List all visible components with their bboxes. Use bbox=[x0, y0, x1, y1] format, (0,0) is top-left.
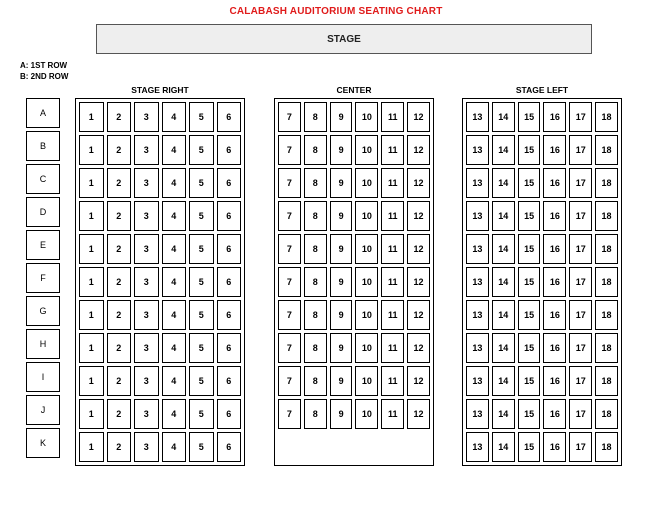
seat[interactable]: 5 bbox=[189, 234, 214, 264]
seat[interactable]: 16 bbox=[543, 135, 566, 165]
seat-row bbox=[278, 168, 430, 198]
seat[interactable]: 4 bbox=[162, 399, 187, 429]
seat[interactable]: 16 bbox=[543, 234, 566, 264]
seat-row bbox=[278, 201, 430, 231]
seat[interactable]: 15 bbox=[518, 399, 541, 429]
seat-row bbox=[466, 399, 618, 429]
seat-row bbox=[278, 135, 430, 165]
seat-empty bbox=[355, 432, 378, 462]
seat[interactable]: 18 bbox=[595, 102, 618, 132]
seat[interactable]: 16 bbox=[543, 267, 566, 297]
seat[interactable]: 14 bbox=[492, 201, 515, 231]
seat-row bbox=[278, 102, 430, 132]
seat[interactable]: 7 bbox=[278, 102, 301, 132]
seat[interactable]: 17 bbox=[569, 300, 592, 330]
seat[interactable]: 14 bbox=[492, 366, 515, 396]
seat[interactable]: 5 bbox=[189, 333, 214, 363]
seat[interactable]: 12 bbox=[407, 234, 430, 264]
seat[interactable]: 4 bbox=[162, 300, 187, 330]
seat[interactable]: 15 bbox=[518, 333, 541, 363]
seat[interactable]: 3 bbox=[134, 135, 159, 165]
seat-block-stage-right bbox=[75, 98, 245, 466]
seat[interactable]: 3 bbox=[134, 267, 159, 297]
seat-row bbox=[278, 300, 430, 330]
seat[interactable]: 9 bbox=[330, 102, 353, 132]
seat[interactable]: 13 bbox=[466, 333, 489, 363]
row-letter-cell: B bbox=[26, 131, 60, 161]
seat[interactable]: 7 bbox=[278, 366, 301, 396]
seat[interactable]: 18 bbox=[595, 333, 618, 363]
stage-banner bbox=[96, 24, 592, 54]
seat[interactable]: 16 bbox=[543, 366, 566, 396]
seat[interactable]: 4 bbox=[162, 267, 187, 297]
seat-row bbox=[466, 300, 618, 330]
seat[interactable]: 8 bbox=[304, 333, 327, 363]
seat[interactable]: 1 bbox=[79, 267, 104, 297]
seat[interactable]: 14 bbox=[492, 168, 515, 198]
seat-row bbox=[466, 135, 618, 165]
seat-empty bbox=[381, 432, 404, 462]
seat[interactable]: 5 bbox=[189, 432, 214, 462]
seat[interactable]: 18 bbox=[595, 267, 618, 297]
seat-empty bbox=[330, 432, 353, 462]
seat[interactable]: 12 bbox=[407, 135, 430, 165]
seat[interactable]: 12 bbox=[407, 366, 430, 396]
seat[interactable]: 3 bbox=[134, 366, 159, 396]
seat-row bbox=[79, 366, 241, 396]
seat[interactable]: 10 bbox=[355, 168, 378, 198]
seat[interactable]: 1 bbox=[79, 432, 104, 462]
seat[interactable]: 17 bbox=[569, 333, 592, 363]
seat-row bbox=[79, 102, 241, 132]
seat[interactable]: 13 bbox=[466, 432, 489, 462]
seat[interactable]: 17 bbox=[569, 135, 592, 165]
seat[interactable]: 9 bbox=[330, 399, 353, 429]
seat[interactable]: 12 bbox=[407, 267, 430, 297]
seat[interactable]: 7 bbox=[278, 168, 301, 198]
seat[interactable]: 2 bbox=[107, 234, 132, 264]
row-letter-cell: D bbox=[26, 197, 60, 227]
seat-row bbox=[278, 267, 430, 297]
section-label-center: CENTER bbox=[336, 85, 372, 95]
seat[interactable]: 9 bbox=[330, 267, 353, 297]
seat[interactable]: 12 bbox=[407, 399, 430, 429]
seat[interactable]: 11 bbox=[381, 399, 404, 429]
seat[interactable]: 13 bbox=[466, 366, 489, 396]
seat[interactable]: 14 bbox=[492, 300, 515, 330]
row-letter-column bbox=[26, 98, 60, 461]
seat[interactable]: 10 bbox=[355, 366, 378, 396]
seat-row bbox=[79, 201, 241, 231]
seat[interactable]: 6 bbox=[217, 102, 242, 132]
seat[interactable]: 10 bbox=[355, 201, 378, 231]
seat[interactable]: 1 bbox=[79, 102, 104, 132]
seat[interactable]: 15 bbox=[518, 168, 541, 198]
row-letter-cell: K bbox=[26, 428, 60, 458]
seat[interactable]: 1 bbox=[79, 399, 104, 429]
seat[interactable]: 11 bbox=[381, 267, 404, 297]
seat[interactable]: 9 bbox=[330, 201, 353, 231]
seat[interactable]: 13 bbox=[466, 102, 489, 132]
seat-row bbox=[79, 234, 241, 264]
seat[interactable]: 5 bbox=[189, 366, 214, 396]
seat[interactable]: 16 bbox=[543, 300, 566, 330]
seat-row bbox=[79, 135, 241, 165]
seat-row bbox=[79, 168, 241, 198]
seat[interactable]: 7 bbox=[278, 267, 301, 297]
seat[interactable]: 6 bbox=[217, 333, 242, 363]
seat[interactable]: 1 bbox=[79, 234, 104, 264]
legend-line-1: A: 1ST ROW bbox=[20, 61, 68, 70]
seat-row bbox=[278, 432, 430, 462]
seat[interactable]: 14 bbox=[492, 267, 515, 297]
seat[interactable]: 13 bbox=[466, 234, 489, 264]
seat[interactable]: 18 bbox=[595, 432, 618, 462]
seat[interactable]: 3 bbox=[134, 234, 159, 264]
seat[interactable]: 6 bbox=[217, 300, 242, 330]
row-letter-cell: A bbox=[26, 98, 60, 128]
seat[interactable]: 11 bbox=[381, 201, 404, 231]
seat[interactable]: 3 bbox=[134, 333, 159, 363]
seat[interactable]: 15 bbox=[518, 267, 541, 297]
seat[interactable]: 8 bbox=[304, 300, 327, 330]
seat-row bbox=[79, 432, 241, 462]
section-label-stage-left: STAGE LEFT bbox=[515, 85, 569, 95]
seat[interactable]: 15 bbox=[518, 300, 541, 330]
row-letter-cell: I bbox=[26, 362, 60, 392]
seat[interactable]: 8 bbox=[304, 399, 327, 429]
seat[interactable]: 3 bbox=[134, 432, 159, 462]
seat[interactable]: 9 bbox=[330, 300, 353, 330]
seat[interactable]: 8 bbox=[304, 168, 327, 198]
seat[interactable]: 4 bbox=[162, 333, 187, 363]
seat-row bbox=[466, 432, 618, 462]
seat[interactable]: 4 bbox=[162, 366, 187, 396]
seat-row bbox=[466, 366, 618, 396]
seat[interactable]: 14 bbox=[492, 102, 515, 132]
seat-row bbox=[79, 267, 241, 297]
seat[interactable]: 3 bbox=[134, 300, 159, 330]
seat[interactable]: 8 bbox=[304, 366, 327, 396]
seat[interactable]: 8 bbox=[304, 201, 327, 231]
seat[interactable]: 6 bbox=[217, 366, 242, 396]
seat[interactable]: 2 bbox=[107, 267, 132, 297]
seat[interactable]: 5 bbox=[189, 201, 214, 231]
seat[interactable]: 16 bbox=[543, 168, 566, 198]
seat[interactable]: 9 bbox=[330, 333, 353, 363]
seat[interactable]: 11 bbox=[381, 135, 404, 165]
seat[interactable]: 3 bbox=[134, 102, 159, 132]
seat[interactable]: 6 bbox=[217, 234, 242, 264]
seat[interactable]: 4 bbox=[162, 234, 187, 264]
seat[interactable]: 5 bbox=[189, 300, 214, 330]
stage-label: STAGE bbox=[327, 33, 361, 45]
seat[interactable]: 12 bbox=[407, 168, 430, 198]
seat[interactable]: 11 bbox=[381, 168, 404, 198]
seat[interactable]: 13 bbox=[466, 135, 489, 165]
seat[interactable]: 17 bbox=[569, 399, 592, 429]
seat[interactable]: 10 bbox=[355, 300, 378, 330]
seat[interactable]: 6 bbox=[217, 168, 242, 198]
seat[interactable]: 14 bbox=[492, 399, 515, 429]
legend bbox=[20, 60, 68, 82]
seat[interactable]: 2 bbox=[107, 333, 132, 363]
seat[interactable]: 1 bbox=[79, 168, 104, 198]
seat[interactable]: 18 bbox=[595, 168, 618, 198]
seat[interactable]: 5 bbox=[189, 267, 214, 297]
seat[interactable]: 15 bbox=[518, 135, 541, 165]
seat[interactable]: 14 bbox=[492, 135, 515, 165]
seat[interactable]: 13 bbox=[466, 300, 489, 330]
seat[interactable]: 6 bbox=[217, 201, 242, 231]
seat[interactable]: 10 bbox=[355, 333, 378, 363]
seat[interactable]: 6 bbox=[217, 399, 242, 429]
seat-row bbox=[278, 399, 430, 429]
seat-row bbox=[278, 366, 430, 396]
seat[interactable]: 14 bbox=[492, 333, 515, 363]
seat[interactable]: 8 bbox=[304, 234, 327, 264]
seat[interactable]: 6 bbox=[217, 135, 242, 165]
seat[interactable]: 17 bbox=[569, 168, 592, 198]
row-letter-cell: E bbox=[26, 230, 60, 260]
seat-block-center bbox=[274, 98, 434, 466]
seat-row bbox=[466, 267, 618, 297]
seat[interactable]: 1 bbox=[79, 333, 104, 363]
seat[interactable]: 11 bbox=[381, 102, 404, 132]
seat[interactable]: 17 bbox=[569, 234, 592, 264]
seat[interactable]: 18 bbox=[595, 135, 618, 165]
seat[interactable]: 2 bbox=[107, 168, 132, 198]
row-letter-cell: J bbox=[26, 395, 60, 425]
seat[interactable]: 3 bbox=[134, 168, 159, 198]
seat[interactable]: 16 bbox=[543, 399, 566, 429]
seat-block-stage-left bbox=[462, 98, 622, 466]
seat[interactable]: 1 bbox=[79, 366, 104, 396]
seat-row bbox=[79, 333, 241, 363]
seat-row bbox=[466, 201, 618, 231]
seat[interactable]: 7 bbox=[278, 135, 301, 165]
seat[interactable]: 1 bbox=[79, 300, 104, 330]
seat[interactable]: 18 bbox=[595, 366, 618, 396]
seat[interactable]: 12 bbox=[407, 300, 430, 330]
seat[interactable]: 10 bbox=[355, 135, 378, 165]
row-letter-cell: G bbox=[26, 296, 60, 326]
seat[interactable]: 2 bbox=[107, 102, 132, 132]
seat[interactable]: 8 bbox=[304, 102, 327, 132]
seat[interactable]: 5 bbox=[189, 102, 214, 132]
seat[interactable]: 15 bbox=[518, 102, 541, 132]
seat[interactable]: 2 bbox=[107, 432, 132, 462]
seat[interactable]: 6 bbox=[217, 432, 242, 462]
seat-row bbox=[278, 234, 430, 264]
seat[interactable]: 14 bbox=[492, 432, 515, 462]
seat[interactable]: 9 bbox=[330, 168, 353, 198]
seat-row bbox=[466, 234, 618, 264]
seat[interactable]: 5 bbox=[189, 399, 214, 429]
seat[interactable]: 12 bbox=[407, 333, 430, 363]
seat[interactable]: 16 bbox=[543, 333, 566, 363]
seat[interactable]: 13 bbox=[466, 168, 489, 198]
seat[interactable]: 7 bbox=[278, 300, 301, 330]
seat[interactable]: 16 bbox=[543, 201, 566, 231]
seat[interactable]: 5 bbox=[189, 168, 214, 198]
seat[interactable]: 2 bbox=[107, 135, 132, 165]
section-label-stage-right: STAGE RIGHT bbox=[131, 85, 189, 95]
seat[interactable]: 10 bbox=[355, 102, 378, 132]
seat[interactable]: 4 bbox=[162, 201, 187, 231]
seat[interactable]: 17 bbox=[569, 366, 592, 396]
row-letter-cell: F bbox=[26, 263, 60, 293]
seat[interactable]: 6 bbox=[217, 267, 242, 297]
seat[interactable]: 15 bbox=[518, 234, 541, 264]
seat[interactable]: 7 bbox=[278, 333, 301, 363]
seat[interactable]: 11 bbox=[381, 300, 404, 330]
row-letter-cell: H bbox=[26, 329, 60, 359]
seat-row bbox=[466, 333, 618, 363]
seat[interactable]: 17 bbox=[569, 267, 592, 297]
seat[interactable]: 12 bbox=[407, 102, 430, 132]
seat[interactable]: 17 bbox=[569, 102, 592, 132]
seat[interactable]: 1 bbox=[79, 135, 104, 165]
seat[interactable]: 2 bbox=[107, 366, 132, 396]
seat[interactable]: 2 bbox=[107, 201, 132, 231]
seat[interactable]: 9 bbox=[330, 234, 353, 264]
seat[interactable]: 4 bbox=[162, 432, 187, 462]
seat[interactable]: 16 bbox=[543, 432, 566, 462]
seat[interactable]: 17 bbox=[569, 201, 592, 231]
seat[interactable]: 8 bbox=[304, 135, 327, 165]
seat[interactable]: 9 bbox=[330, 366, 353, 396]
seat[interactable]: 18 bbox=[595, 234, 618, 264]
seat[interactable]: 2 bbox=[107, 300, 132, 330]
seat[interactable]: 15 bbox=[518, 432, 541, 462]
seat[interactable]: 9 bbox=[330, 135, 353, 165]
seat-empty bbox=[304, 432, 327, 462]
seat[interactable]: 11 bbox=[381, 333, 404, 363]
seat[interactable]: 12 bbox=[407, 201, 430, 231]
seat[interactable]: 13 bbox=[466, 399, 489, 429]
seat[interactable]: 7 bbox=[278, 201, 301, 231]
legend-line-2: B: 2ND ROW bbox=[20, 72, 69, 81]
seat[interactable]: 13 bbox=[466, 201, 489, 231]
seat[interactable]: 16 bbox=[543, 102, 566, 132]
seat-row bbox=[79, 300, 241, 330]
seat[interactable]: 15 bbox=[518, 201, 541, 231]
seat-row bbox=[466, 168, 618, 198]
seat[interactable]: 3 bbox=[134, 399, 159, 429]
page-title: CALABASH AUDITORIUM SEATING CHART bbox=[229, 6, 443, 17]
seat[interactable]: 17 bbox=[569, 432, 592, 462]
seat[interactable]: 7 bbox=[278, 234, 301, 264]
seat[interactable]: 11 bbox=[381, 234, 404, 264]
seat[interactable]: 15 bbox=[518, 366, 541, 396]
seat[interactable]: 14 bbox=[492, 234, 515, 264]
seat[interactable]: 7 bbox=[278, 399, 301, 429]
seat-row bbox=[79, 399, 241, 429]
seat[interactable]: 1 bbox=[79, 201, 104, 231]
seat[interactable]: 8 bbox=[304, 267, 327, 297]
seat[interactable]: 4 bbox=[162, 135, 187, 165]
seat[interactable]: 5 bbox=[189, 135, 214, 165]
seat[interactable]: 18 bbox=[595, 300, 618, 330]
seat[interactable]: 18 bbox=[595, 201, 618, 231]
seat-row bbox=[466, 102, 618, 132]
seat[interactable]: 18 bbox=[595, 399, 618, 429]
seat[interactable]: 4 bbox=[162, 168, 187, 198]
seat[interactable]: 10 bbox=[355, 267, 378, 297]
seat-row bbox=[278, 333, 430, 363]
seat[interactable]: 4 bbox=[162, 102, 187, 132]
seat[interactable]: 13 bbox=[466, 267, 489, 297]
seat[interactable]: 10 bbox=[355, 399, 378, 429]
seat[interactable]: 3 bbox=[134, 201, 159, 231]
seat-empty bbox=[278, 432, 301, 462]
seat[interactable]: 10 bbox=[355, 234, 378, 264]
row-letter-cell: C bbox=[26, 164, 60, 194]
seat[interactable]: 2 bbox=[107, 399, 132, 429]
seat-empty bbox=[407, 432, 430, 462]
seat[interactable]: 11 bbox=[381, 366, 404, 396]
